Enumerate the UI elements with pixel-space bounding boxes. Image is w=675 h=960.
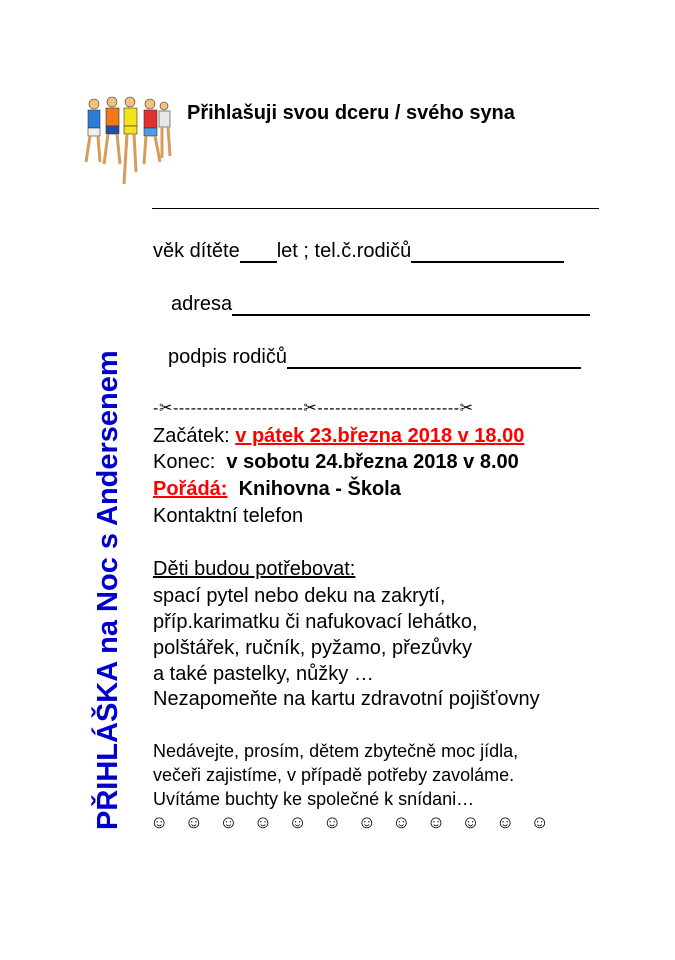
address-label: adresa bbox=[171, 293, 233, 315]
scissors-icon: ✂ bbox=[459, 400, 474, 417]
scissors-icon: ✂ bbox=[158, 400, 173, 417]
note-line: večeři zajistíme, v případě potřeby zavoláme. bbox=[153, 765, 515, 785]
age-unit-label: let ; tel.č.rodičů bbox=[276, 240, 412, 262]
smiley-icon: ☺ bbox=[322, 812, 342, 832]
organizer-value: Knihovna - Škola bbox=[238, 478, 401, 500]
start-row bbox=[153, 425, 524, 448]
needs-line: příp.karimatku či nafukovací lehátko, bbox=[153, 611, 478, 633]
start-value: v pátek 23.března 2018 v 18.00 bbox=[235, 425, 525, 447]
smiley-icon: ☺ bbox=[530, 812, 549, 832]
age-blank bbox=[240, 243, 277, 263]
smiley-row bbox=[150, 812, 565, 833]
organizer-label: Pořádá: bbox=[153, 478, 228, 500]
needs-line: Nezapomeňte na kartu zdravotní pojišťovny bbox=[153, 688, 540, 710]
smiley-icon: ☺ bbox=[150, 812, 169, 832]
signature-label: podpis rodičů bbox=[168, 346, 287, 368]
smiley-icon: ☺ bbox=[253, 812, 273, 832]
smiley-icon: ☺ bbox=[184, 812, 203, 832]
smiley-icon: ☺ bbox=[426, 812, 446, 832]
note-line: Nedávejte, prosím, dětem zbytečně moc jídla, bbox=[153, 741, 519, 761]
cut-line: -✂----------------------✂------------------------✂ bbox=[153, 400, 474, 417]
runners-logo bbox=[80, 92, 172, 192]
age-label: věk dítěte bbox=[153, 240, 240, 262]
end-row bbox=[153, 451, 519, 474]
address-blank bbox=[232, 296, 590, 316]
signature-blank bbox=[287, 349, 581, 369]
smiley-icon: ☺ bbox=[495, 812, 515, 832]
phone-blank bbox=[411, 243, 564, 263]
needs-line: polštářek, ručník, pyžamo, přezůvky bbox=[153, 637, 473, 659]
needs-heading: Děti budou potřebovat: bbox=[153, 558, 356, 580]
name-line bbox=[152, 208, 599, 209]
vertical-title: PŘIHLÁŠKA na Noc s Andersenem bbox=[92, 350, 124, 830]
needs-line: a také pastelky, nůžky … bbox=[153, 663, 374, 685]
runners-group-icon bbox=[80, 92, 172, 192]
end-label: Konec: bbox=[153, 451, 216, 473]
page-title: Přihlašuji svou dceru / svého syna bbox=[187, 102, 515, 124]
address-row bbox=[171, 293, 590, 316]
smiley-icon: ☺ bbox=[357, 812, 376, 832]
smiley-icon: ☺ bbox=[461, 812, 480, 832]
needs-line: spací pytel nebo deku na zakrytí, bbox=[153, 585, 446, 607]
smiley-icon: ☺ bbox=[392, 812, 411, 832]
note-line: Uvítáme buchty ke společné k snídani… bbox=[153, 789, 475, 809]
smiley-icon: ☺ bbox=[219, 812, 238, 832]
scissors-icon: ✂ bbox=[303, 400, 318, 417]
start-label: Začátek: bbox=[153, 425, 230, 447]
signature-row bbox=[168, 346, 581, 369]
end-value: v sobotu 24.března 2018 v 8.00 bbox=[226, 451, 519, 473]
organizer-row bbox=[153, 478, 401, 501]
contact-label: Kontaktní telefon bbox=[153, 505, 304, 527]
age-phone-row bbox=[153, 240, 564, 263]
smiley-icon: ☺ bbox=[288, 812, 307, 832]
